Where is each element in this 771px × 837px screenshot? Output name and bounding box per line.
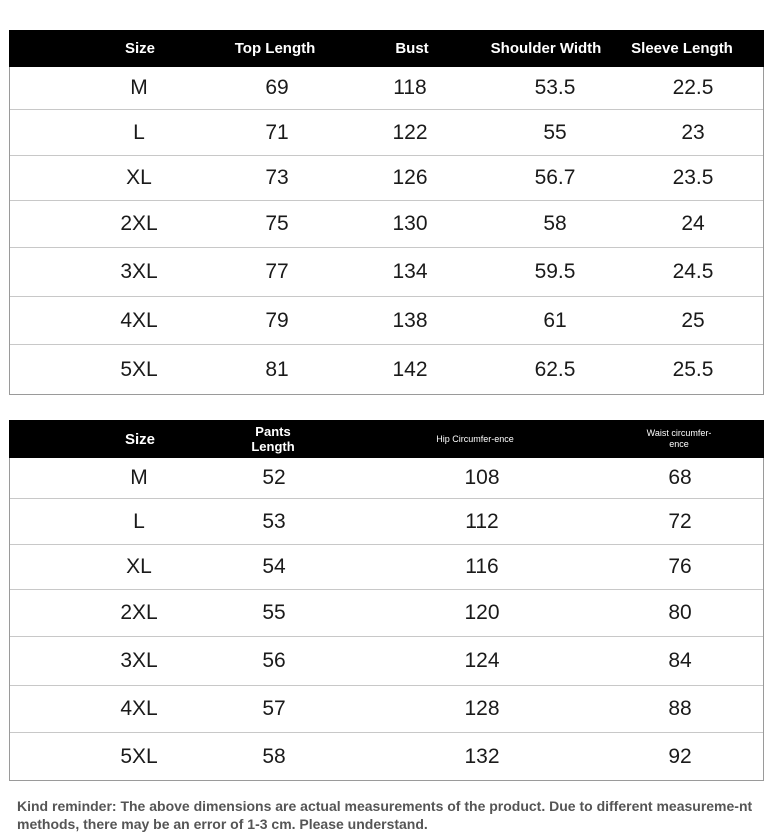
table-row <box>10 636 763 685</box>
waist-cell: 80 <box>668 601 692 624</box>
table-row <box>10 344 763 394</box>
size-cell: 4XL <box>120 308 158 332</box>
header-size: Size <box>124 40 156 57</box>
bust-cell: 122 <box>392 120 428 144</box>
size-cell: L <box>133 509 145 533</box>
sleeve-length-cell: 23.5 <box>672 166 714 189</box>
kind-reminder-note: Kind reminder: The above dimensions are actual measurements of the product. Due to different measureme-nt methods, there may be an error of 1-3 cm. Please understand. <box>17 798 753 832</box>
bust-cell: 142 <box>392 357 428 381</box>
size-cell: 4XL <box>120 697 158 720</box>
table-row <box>10 247 763 296</box>
sleeve-length-cell: 24 <box>681 212 705 235</box>
sleeve-length-cell: 25.5 <box>672 357 714 381</box>
waist-cell: 88 <box>668 697 692 720</box>
size-cell: 5XL <box>120 744 158 768</box>
size-cell: L <box>133 120 145 144</box>
table-row <box>10 67 763 109</box>
pants-length-cell: 55 <box>262 601 286 624</box>
table-row <box>10 498 763 544</box>
top-length-cell: 81 <box>265 357 289 381</box>
table-row <box>10 458 763 498</box>
bust-cell: 118 <box>393 76 427 99</box>
size-cell: M <box>130 76 148 99</box>
shoulder-width-cell: 55 <box>543 120 567 144</box>
bust-cell: 138 <box>392 308 428 332</box>
shoulder-width-cell: 53.5 <box>534 76 576 99</box>
sleeve-length-cell: 23 <box>681 120 705 144</box>
top-length-cell: 75 <box>265 212 289 235</box>
shoulder-width-cell: 61 <box>543 308 567 332</box>
pants-length-cell: 58 <box>262 744 286 768</box>
header-top-length: Top Length <box>234 40 316 57</box>
pants-length-cell: 54 <box>262 555 286 578</box>
shoulder-width-cell: 62.5 <box>534 357 576 381</box>
table-row <box>10 732 763 780</box>
top-length-cell: 73 <box>265 166 289 189</box>
top-table-header <box>9 30 764 67</box>
top-size-table <box>9 30 764 395</box>
top-length-cell: 71 <box>265 120 289 144</box>
shoulder-width-cell: 59.5 <box>534 260 576 283</box>
pants-length-cell: 56 <box>262 649 286 672</box>
waist-cell: 92 <box>668 744 692 768</box>
size-cell: 3XL <box>120 649 158 672</box>
top-length-cell: 69 <box>265 76 289 99</box>
sleeve-length-cell: 24.5 <box>672 260 714 283</box>
waist-cell: 76 <box>668 555 692 578</box>
table-row <box>10 544 763 589</box>
size-cell: XL <box>126 555 152 578</box>
bust-cell: 126 <box>392 166 428 189</box>
shoulder-width-cell: 58 <box>543 212 567 235</box>
bust-cell: 130 <box>392 212 428 235</box>
bust-cell: 134 <box>392 260 428 283</box>
table-row <box>10 589 763 636</box>
hip-cell: 108 <box>464 466 500 489</box>
pants-size-table <box>9 420 764 781</box>
top-table-body <box>9 67 764 395</box>
pants-length-cell: 57 <box>262 697 286 720</box>
size-cell: 5XL <box>120 357 158 381</box>
waist-cell: 84 <box>668 649 692 672</box>
size-cell: 3XL <box>120 260 158 283</box>
size-cell: 2XL <box>120 212 158 235</box>
pants-table-body <box>9 458 764 781</box>
top-length-cell: 79 <box>265 308 289 332</box>
table-row <box>10 685 763 732</box>
waist-cell: 72 <box>668 509 692 533</box>
top-length-cell: 77 <box>265 260 289 283</box>
hip-cell: 112 <box>465 509 499 533</box>
sleeve-length-cell: 25 <box>681 308 705 332</box>
header-hip-circumference: Hip Circumfer-ence <box>436 433 514 444</box>
size-cell: XL <box>126 166 152 189</box>
shoulder-width-cell: 56.7 <box>534 166 576 189</box>
hip-cell: 128 <box>464 697 500 720</box>
pants-length-cell: 52 <box>262 466 286 489</box>
size-cell: 2XL <box>120 601 158 624</box>
hip-cell: 132 <box>464 744 500 768</box>
header-pants-length: Pants Length <box>251 424 295 454</box>
pants-length-cell: 53 <box>262 509 286 533</box>
header-bust: Bust <box>395 40 429 57</box>
size-cell: M <box>130 466 148 489</box>
header-waist-circumference: Waist circumfer-ence <box>646 428 712 449</box>
table-row <box>10 155 763 200</box>
table-row <box>10 109 763 155</box>
header-shoulder-width: Shoulder Width <box>490 40 602 57</box>
hip-cell: 116 <box>465 555 499 578</box>
pants-table-header <box>9 420 764 458</box>
hip-cell: 124 <box>464 649 500 672</box>
waist-cell: 68 <box>668 466 692 489</box>
sleeve-length-cell: 22.5 <box>672 76 714 99</box>
table-row <box>10 296 763 344</box>
header-size: Size <box>124 430 156 448</box>
header-sleeve-length: Sleeve Length <box>631 40 733 57</box>
table-row <box>10 200 763 247</box>
hip-cell: 120 <box>464 601 500 624</box>
